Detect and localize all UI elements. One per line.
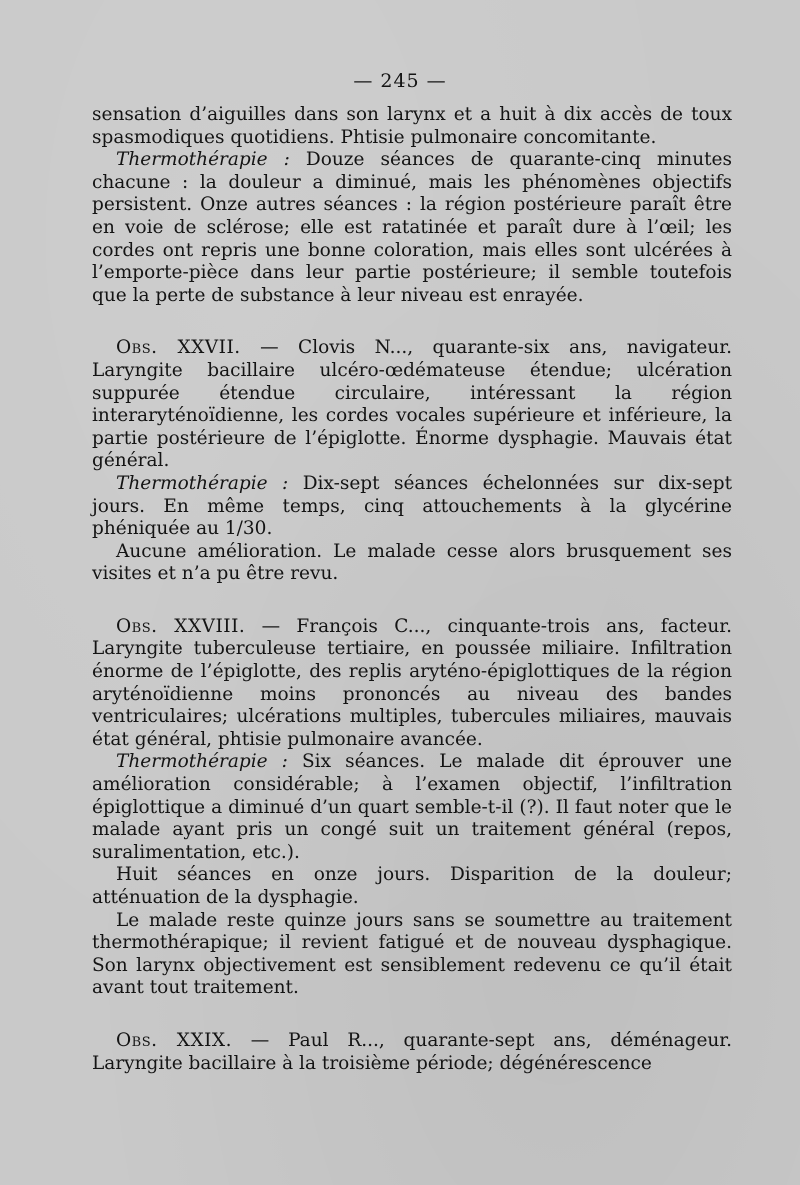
- paragraph-thermotherapie: [92, 149, 732, 307]
- observation-label: Obs. XXVII.: [116, 337, 241, 359]
- observation-28: [92, 616, 732, 752]
- paragraph-continuation: [92, 104, 732, 149]
- paragraph-text: Aucune amélioration. Le malade cesse alors brusquement ses visites et n’a pu être revu.: [92, 540, 732, 585]
- paragraph-text: Six séances. Le malade dit éprouver une amélioration considérable; à l’examen objectif, l’infiltration épiglottique a diminué d’un quart semble-t-il (?). Il faut noter que le malade ayant pris un congé suit un traitement général (repos, suralimentation, etc.).: [92, 751, 733, 863]
- observation-28-therapy: [92, 751, 732, 864]
- page-number: — 245 —: [353, 70, 447, 92]
- paragraph-text: — Paul R..., quarante-sept ans, déménageur. Laryngite bacillaire à la troisième période; dégénérescence: [92, 1029, 732, 1074]
- paragraph-text: Le malade reste quinze jours sans se soumettre au traitement thermothérapique; il revient fatigué et de nouveau dysphagique. Son larynx objectivement est sensiblement redevenu ce qu’il était avant tout traitement.: [92, 909, 732, 999]
- paragraph-text: Dix-sept séances échelonnées sur dix-sept jours. En même temps, cinq attouchements à la glycérine phéniquée au 1/30.: [92, 472, 732, 540]
- paragraph-text: — Clovis N..., quarante-six ans, navigateur. Laryngite bacillaire ulcéro-œdémateuse étendue; ulcération suppurée étendue circulaire, intéressant la région interaryténoïdienne, les cordes vocales supérieure et inférieure, la partie postérieure de l’épiglotte. Énorme dysphagie. Mauvais état général.: [92, 337, 732, 472]
- spacer: [92, 307, 732, 337]
- paragraph-text: sensation d’aiguilles dans son larynx et a huit à dix accès de toux spasmodiques quotidiens. Phtisie pulmonaire concomitante.: [92, 104, 732, 148]
- observation-27-outcome: [92, 541, 732, 586]
- section-label: Thermothérapie :: [116, 149, 290, 171]
- observation-27-therapy: [92, 473, 732, 541]
- body-text: [92, 104, 732, 1075]
- observation-label: Obs. XXVIII.: [116, 615, 246, 637]
- paragraph-text: — François C..., cinquante-trois ans, facteur. Laryngite tuberculeuse tertiaire, en poussée miliaire. Infiltration énorme de l’épiglotte, des replis aryténo-épiglottiques de la région aryténoïdienne moins prononcés au niveau des bandes ventriculaires; ulcérations multiples, tubercules miliaires, mauvais état général, phtisie pulmonaire avancée.: [92, 615, 732, 750]
- paragraph-text: Douze séances de quarante-cinq minutes chacune : la douleur a diminué, mais les phénomènes objectifs persistent. Onze autres séances : la région postérieure paraît être en voie de sclérose; elle est ratatinée et paraît dure à l’œil; les cordes ont repris une bonne coloration, mais elles sont ulcérées à l’emporte-pièce dans leur partie postérieure; il semble toutefois que la perte de substance à leur niveau est enrayée.: [92, 149, 733, 306]
- observation-29: [92, 1030, 732, 1075]
- observation-28-outcome: [92, 910, 732, 1000]
- observation-label: Obs. XXIX.: [116, 1029, 232, 1051]
- section-label: Thermothérapie :: [116, 751, 288, 773]
- section-label: Thermothérapie :: [116, 472, 289, 494]
- spacer: [92, 586, 732, 616]
- observation-28-followup: [92, 864, 732, 909]
- paragraph-text: Huit séances en onze jours. Disparition de la douleur; atténuation de la dysphagie.: [92, 864, 732, 908]
- spacer: [92, 1000, 732, 1030]
- observation-27: [92, 337, 732, 473]
